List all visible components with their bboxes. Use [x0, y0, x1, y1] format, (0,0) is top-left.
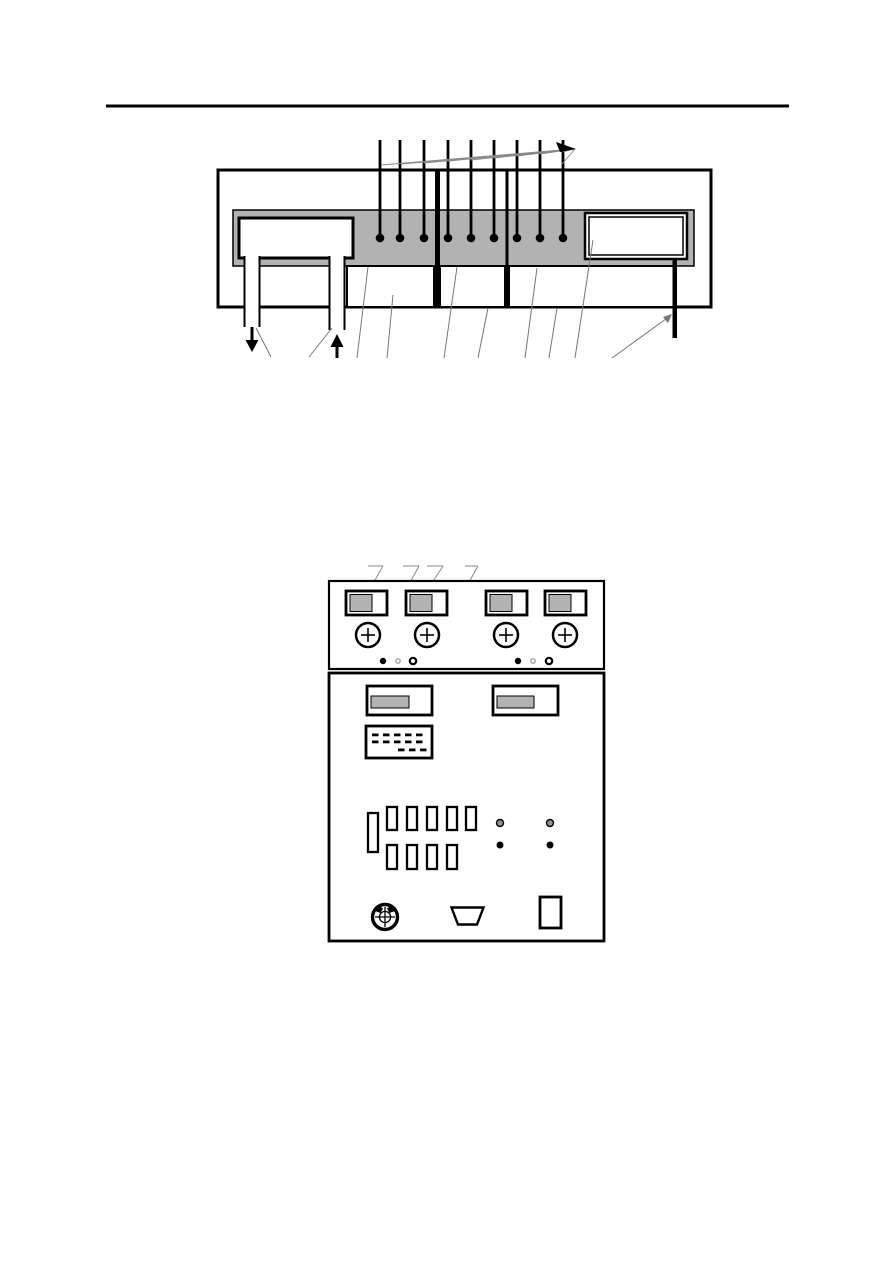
- dip-switch-key: [466, 807, 476, 830]
- leader-arrowhead: [663, 314, 672, 323]
- dsub-connector: [452, 908, 484, 925]
- right-module-inner: [589, 217, 683, 255]
- indicator-dash: [372, 734, 379, 737]
- callout-leader: [478, 308, 488, 358]
- dip-switch-key: [407, 807, 417, 830]
- indicator-dash: [420, 749, 427, 752]
- led-ring: [410, 658, 416, 664]
- cable-connector-dot: [559, 234, 568, 243]
- callout-leader: [549, 308, 557, 358]
- led-on: [515, 658, 521, 664]
- led-off: [531, 659, 535, 663]
- indicator-dash: [409, 749, 416, 752]
- figure-chassis-top-view: [218, 140, 711, 358]
- left-module: [239, 218, 353, 258]
- dip-switch-key: [387, 807, 397, 830]
- dip-switch-key: [407, 845, 417, 869]
- status-led-gray: [497, 820, 504, 827]
- indicator-dash: [398, 749, 405, 752]
- cable-connector-dot: [536, 234, 545, 243]
- dip-switch-key: [427, 807, 437, 830]
- indicator-dash: [416, 734, 423, 737]
- cable-connector-dot: [467, 234, 476, 243]
- indicator-dash: [394, 734, 401, 737]
- dip-switch-block: [368, 813, 378, 852]
- rocker-switch-button: [410, 595, 432, 612]
- status-led-gray: [547, 820, 554, 827]
- dip-switch-key: [427, 845, 437, 869]
- page-header: [106, 105, 789, 108]
- figure-control-panel: [329, 566, 604, 941]
- airflow-in-arrowhead: [331, 334, 344, 347]
- indicator-dash: [394, 741, 401, 744]
- led-on: [380, 658, 386, 664]
- cable-connector-dot: [420, 234, 429, 243]
- modular-connector: [540, 897, 561, 928]
- bay-compartment: [509, 266, 674, 307]
- led-ring: [546, 658, 552, 664]
- cable-connector-dot: [376, 234, 385, 243]
- dip-switch-key: [387, 845, 397, 869]
- indicator-dash: [372, 741, 379, 744]
- display-slot: [371, 696, 409, 708]
- status-led-black: [547, 842, 554, 849]
- rocker-switch-button: [350, 595, 372, 612]
- indicator-dash: [405, 741, 412, 744]
- cable-connector-dot: [490, 234, 499, 243]
- header-rule: [106, 105, 789, 108]
- cable-connector-dot: [513, 234, 522, 243]
- callout-leader: [612, 316, 670, 358]
- indicator-dash: [383, 734, 390, 737]
- indicator-dash: [416, 741, 423, 744]
- callout-leader: [256, 328, 271, 357]
- airflow-duct-out: [244, 256, 260, 327]
- bay-compartment: [347, 266, 434, 307]
- rocker-switch-button: [490, 595, 512, 612]
- display-slot: [497, 696, 534, 708]
- status-led-black: [497, 842, 504, 849]
- chassis-divider: [435, 170, 440, 307]
- chassis-divider: [506, 170, 509, 307]
- cable-connector-dot: [396, 234, 405, 243]
- cable-connector-dot: [444, 234, 453, 243]
- power-cable: [673, 259, 678, 338]
- bay-compartment: [440, 266, 505, 307]
- rocker-switch-button: [549, 595, 571, 612]
- airflow-out-arrowhead: [246, 340, 259, 352]
- indicator-dash: [405, 734, 412, 737]
- callout-leader: [309, 328, 332, 357]
- dip-switch-key: [447, 807, 457, 830]
- led-off: [396, 659, 400, 663]
- airflow-duct-in: [329, 256, 345, 330]
- dip-switch-key: [447, 845, 457, 869]
- indicator-dash: [383, 741, 390, 744]
